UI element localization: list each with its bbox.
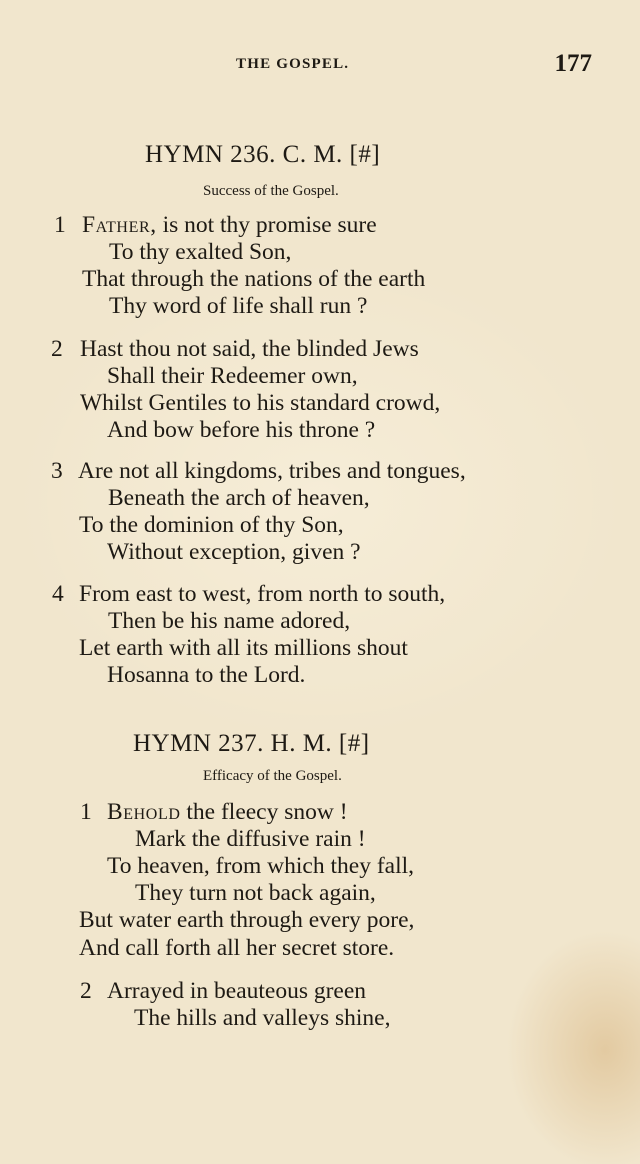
verse-line: Then be his name adored, bbox=[108, 608, 351, 634]
verse-line: From east to west, from north to south, bbox=[79, 581, 446, 607]
verse-first-word: Father, bbox=[82, 212, 157, 238]
hymn-title: HYMN 236. C. M. [#] bbox=[145, 141, 381, 168]
verse-line: Shall their Redeemer own, bbox=[107, 363, 358, 389]
verse-line: To thy exalted Son, bbox=[109, 239, 292, 265]
verse-first-word: Behold bbox=[107, 799, 181, 825]
verse-text: the fleecy snow ! bbox=[180, 799, 348, 825]
stanza-number: 3 bbox=[51, 458, 63, 484]
hymn-subtitle: Success of the Gospel. bbox=[203, 183, 339, 199]
stanza-number: 2 bbox=[51, 336, 63, 362]
verse-line: Hast thou not said, the blinded Jews bbox=[80, 336, 419, 362]
stanza-number: 1 bbox=[54, 212, 66, 238]
verse-line: To heaven, from which they fall, bbox=[107, 853, 415, 879]
verse-line: And call forth all her secret store. bbox=[79, 935, 395, 961]
verse-line: Without exception, given ? bbox=[107, 539, 361, 565]
verse-line: Hosanna to the Lord. bbox=[107, 662, 306, 688]
stanza-number: 1 bbox=[80, 799, 92, 825]
stanza-number: 2 bbox=[80, 978, 92, 1004]
verse-line: Let earth with all its millions shout bbox=[79, 635, 408, 661]
verse-line: That through the nations of the earth bbox=[82, 266, 426, 292]
verse-line: Beneath the arch of heaven, bbox=[108, 485, 370, 511]
verse-line: Thy word of life shall run ? bbox=[109, 293, 368, 319]
verse-line: Are not all kingdoms, tribes and tongues, bbox=[78, 458, 466, 484]
verse-line bbox=[107, 799, 348, 826]
verse-line bbox=[82, 212, 377, 239]
verse-line: Arrayed in beauteous green bbox=[107, 978, 367, 1004]
verse-line: They turn not back again, bbox=[135, 880, 376, 906]
running-title: THE GOSPEL. bbox=[236, 56, 350, 72]
verse-line: The hills and valleys shine, bbox=[134, 1005, 391, 1031]
verse-text: is not thy promise sure bbox=[156, 212, 377, 238]
hymn-subtitle: Efficacy of the Gospel. bbox=[203, 768, 342, 784]
verse-line: Whilst Gentiles to his standard crowd, bbox=[80, 390, 441, 416]
verse-line: But water earth through every pore, bbox=[79, 907, 415, 933]
verse-line: Mark the diffusive rain ! bbox=[135, 826, 366, 852]
stanza-number: 4 bbox=[52, 581, 64, 607]
verse-line: And bow before his throne ? bbox=[107, 417, 376, 443]
verse-line: To the dominion of thy Son, bbox=[79, 512, 344, 538]
hymn-title: HYMN 237. H. M. [#] bbox=[133, 730, 370, 757]
page-number: 177 bbox=[554, 50, 592, 77]
